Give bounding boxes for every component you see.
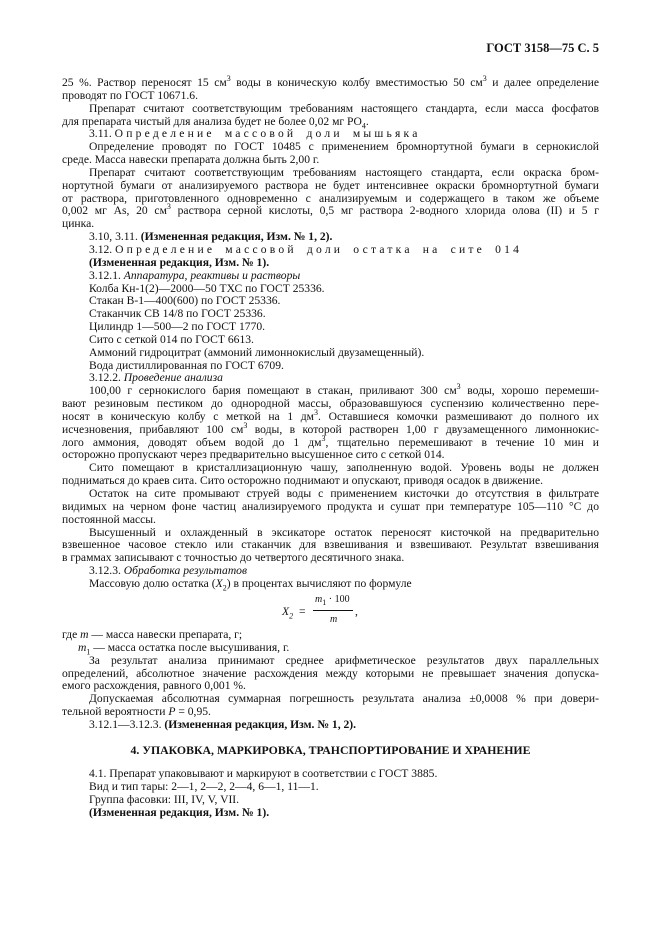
text-run: 3.12.3. xyxy=(89,564,124,578)
text-run: 3.11. xyxy=(89,127,115,141)
spaced-heading-text: Определение массовой доли остатка на сите 014 xyxy=(115,242,523,256)
text-run: 3.12.1. xyxy=(89,268,124,282)
text-run: в граммах записывают с точностью до четвертого десятичного знака. xyxy=(62,551,405,565)
text-run: За результат анализа принимают среднее арифметическое результатов двух параллельных xyxy=(89,653,599,667)
text-run: 0,002 мг As, 20 см xyxy=(62,204,167,218)
text-run: 3.10, 3.11. xyxy=(89,230,141,244)
text-run: Допускаемая абсолютная суммарная погрешность результата анализа ±0,0008 % при довери- xyxy=(89,692,599,706)
text-run: Стаканчик СВ 14/8 по ГОСТ 25336. xyxy=(89,307,266,321)
text-run: взвешенное часовое стекло или стаканчик для взвешивания и взвешивают. Результат взвешивания xyxy=(62,538,599,552)
formula-denominator: m xyxy=(330,614,338,625)
superscript: 3 xyxy=(166,202,171,212)
text-run: 4.1. Препарат упаковывают и маркируют в соответствии с ГОСТ 3885. xyxy=(89,767,438,780)
italic-text: X xyxy=(215,576,223,590)
text-run: = 0,95. xyxy=(175,705,211,719)
formula-sub: 1 xyxy=(322,598,327,607)
text-run: от раствора, приготовленного одновременно с анализируемым и содержащего в таком же объеме xyxy=(62,191,599,205)
text-run: носят в коническую колбу с меткой на 1 дм xyxy=(62,409,315,423)
italic-text: Проведение анализа xyxy=(123,371,223,385)
italic-text: m xyxy=(78,640,87,654)
text-run: тельной вероятности xyxy=(62,705,169,719)
text-run: воды в коническую колбу вместимостью 50 см xyxy=(230,76,483,89)
text-run: раствора серной кислоты, 0,5 мг раствора 2-водного хлорида олова (II) и 5 г xyxy=(170,204,599,218)
section-heading: 4. УПАКОВКА, МАРКИРОВКА, ТРАНСПОРТИРОВАНИЕ И ХРАНЕНИЕ xyxy=(130,743,531,757)
text-run: , тщательно перемешивают в течение 10 мин и xyxy=(325,435,599,449)
superscript: 3 xyxy=(456,382,461,392)
text-run: емого расхождения, равного 0,001 %. xyxy=(62,679,246,693)
text-run: 100,00 г сернокислого бария помещают в стакан, приливают 300 см xyxy=(89,384,457,398)
text-run: Определение проводят по ГОСТ 10485 с применением бромнортутной бумаги в сернокислой xyxy=(89,140,599,154)
text-run: постоянной массы. xyxy=(62,512,156,526)
text-run: — масса остатка после высушивания, г. xyxy=(90,640,290,654)
italic-text: Аппаратура, реактивы и растворы xyxy=(123,268,301,282)
bold-text: (Измененная редакция, Изм. № 1). xyxy=(89,805,270,819)
italic-text: m xyxy=(80,628,89,641)
text-run: Массовую долю остатка ( xyxy=(89,576,216,590)
text-run: 25 %. Раствор переносят 15 см xyxy=(62,76,227,89)
formula-comma: , xyxy=(355,605,358,618)
text-block-section-4 xyxy=(62,768,599,819)
text-run: Аммоний гидроцитрат (аммоний лимоннокислый двузамещенный). xyxy=(89,345,425,359)
text-run: Вода дистиллированная по ГОСТ 6709. xyxy=(89,358,284,372)
text-run: вают резиновым пестиком до однородной массы, образовавшуюся суспензию количественно пере- xyxy=(62,397,599,411)
italic-text: P xyxy=(168,705,176,719)
text-run: и далее определение xyxy=(486,76,599,89)
subscript: 2 xyxy=(222,583,227,593)
subscript: 1 xyxy=(86,647,91,657)
text-run: среде. Масса навески препарата должна быть 2,00 г. xyxy=(62,153,320,167)
bold-text: (Измененная редакция, Изм. № 1, 2). xyxy=(140,230,333,244)
text-line xyxy=(62,578,599,591)
text-run: Высушенный и охлажденный в эксикаторе остаток переносят кисточкой на предварительно xyxy=(89,525,599,539)
spaced-heading-text: Определение массовой доли мышьяка xyxy=(114,127,421,141)
text-run: цинка. xyxy=(62,217,95,231)
text-line xyxy=(62,719,599,732)
text-run: Цилиндр 1—500—2 по ГОСТ 1770. xyxy=(89,320,266,334)
formula-var: m xyxy=(315,594,323,605)
superscript: 3 xyxy=(314,408,319,418)
text-run: воды, в которой растворен 1,00 г двузамещенного лимоннокис- xyxy=(247,422,599,436)
text-run: нортутной бумаги от анализируемого раствора не будет интенсивнее окраски бромнортутной бумаги xyxy=(62,178,599,192)
text-run: исчезновения, прибавляют 100 см xyxy=(62,422,244,436)
text-run: Вид и тип тары: 2—1, 2—2, 2—4, 6—1, 11—1. xyxy=(89,779,319,793)
text-run: видимых на черном фоне частиц анализируемого продукта и сушат при температуре 105—110 °С до xyxy=(62,499,599,513)
superscript: 3 xyxy=(243,420,248,430)
text-run: Стакан В-1—400(600) по ГОСТ 25336. xyxy=(89,294,281,308)
text-run: Колба Кн-1(2)—2000—50 ТХС по ГОСТ 25336. xyxy=(89,281,325,295)
text-run: . xyxy=(365,114,369,128)
text-run: ) в процентах вычисляют по формуле xyxy=(226,576,412,590)
text-run: подниматься до краев сита. Сито осторожно поднимают и опускают, приводя осадок в движение. xyxy=(62,474,544,488)
text-run: где xyxy=(62,628,81,641)
text-run: 3.12. xyxy=(89,242,116,256)
superscript: 3 xyxy=(226,74,231,84)
text-run: 3.12.1—3.12.3. xyxy=(89,717,165,731)
superscript: 3 xyxy=(482,74,487,84)
text-block-section-3 xyxy=(62,74,599,593)
formula-sub: 2 xyxy=(289,611,294,621)
text-run: воды, хорошо перемеши- xyxy=(460,384,599,398)
text-run: Сито с сеткой 014 по ГОСТ 6613. xyxy=(89,332,254,346)
bold-text: (Измененная редакция, Изм. № 1). xyxy=(89,255,270,269)
text-line xyxy=(62,807,599,820)
formula-text: · 100 xyxy=(326,594,350,605)
formula xyxy=(282,593,402,629)
text-run: Препарат считают соответствующим требованиям настоящего стандарта, если масса фосфатов xyxy=(89,101,599,115)
formula-lhs xyxy=(282,605,294,621)
italic-text: Обработка результатов xyxy=(123,564,248,578)
formula-equals: = xyxy=(299,605,306,618)
text-block-formula-notes xyxy=(62,629,599,732)
subscript: 4 xyxy=(361,120,366,130)
page-header: ГОСТ 3158—75 С. 5 xyxy=(486,41,599,55)
text-run: проводят по ГОСТ 10671.6. xyxy=(62,88,198,102)
formula-numerator xyxy=(315,594,350,605)
text-run: лого аммония, доводят объем водой до 1 дм xyxy=(62,435,322,449)
fraction-bar xyxy=(313,610,353,611)
text-run: определений, абсолютное значение расхождения между которыми не превышает значения допуска- xyxy=(62,666,599,680)
superscript: 3 xyxy=(321,433,326,443)
text-run: осторожно пропускают через предварительно высушенное сито с сеткой 014. xyxy=(62,448,445,462)
text-run: Остаток на сите промывают струей воды с применением кисточки до отсутствия в фильтрате xyxy=(89,487,599,500)
text-run: Группа фасовки: III, IV, V, VII. xyxy=(89,792,240,806)
text-run: . Оставшиеся комочки размешивают до полного их xyxy=(318,409,599,423)
text-run: для препарата чистый для анализа будет не более 0,02 мг PO xyxy=(62,114,362,128)
text-run: — масса навески препарата, г; xyxy=(88,628,243,641)
text-run: Препарат считают соответствующим требованиям настоящего стандарта, если окраска бром- xyxy=(89,165,599,179)
bold-text: (Измененная редакция, Изм. № 1, 2). xyxy=(164,717,357,731)
formula-var: X xyxy=(282,605,290,618)
text-line xyxy=(62,202,599,218)
text-run: 3.12.2. xyxy=(89,371,124,385)
text-run: Сито помещают в кристаллизационную чашу, заполненную водой. Уровень воды не должен xyxy=(89,461,599,475)
